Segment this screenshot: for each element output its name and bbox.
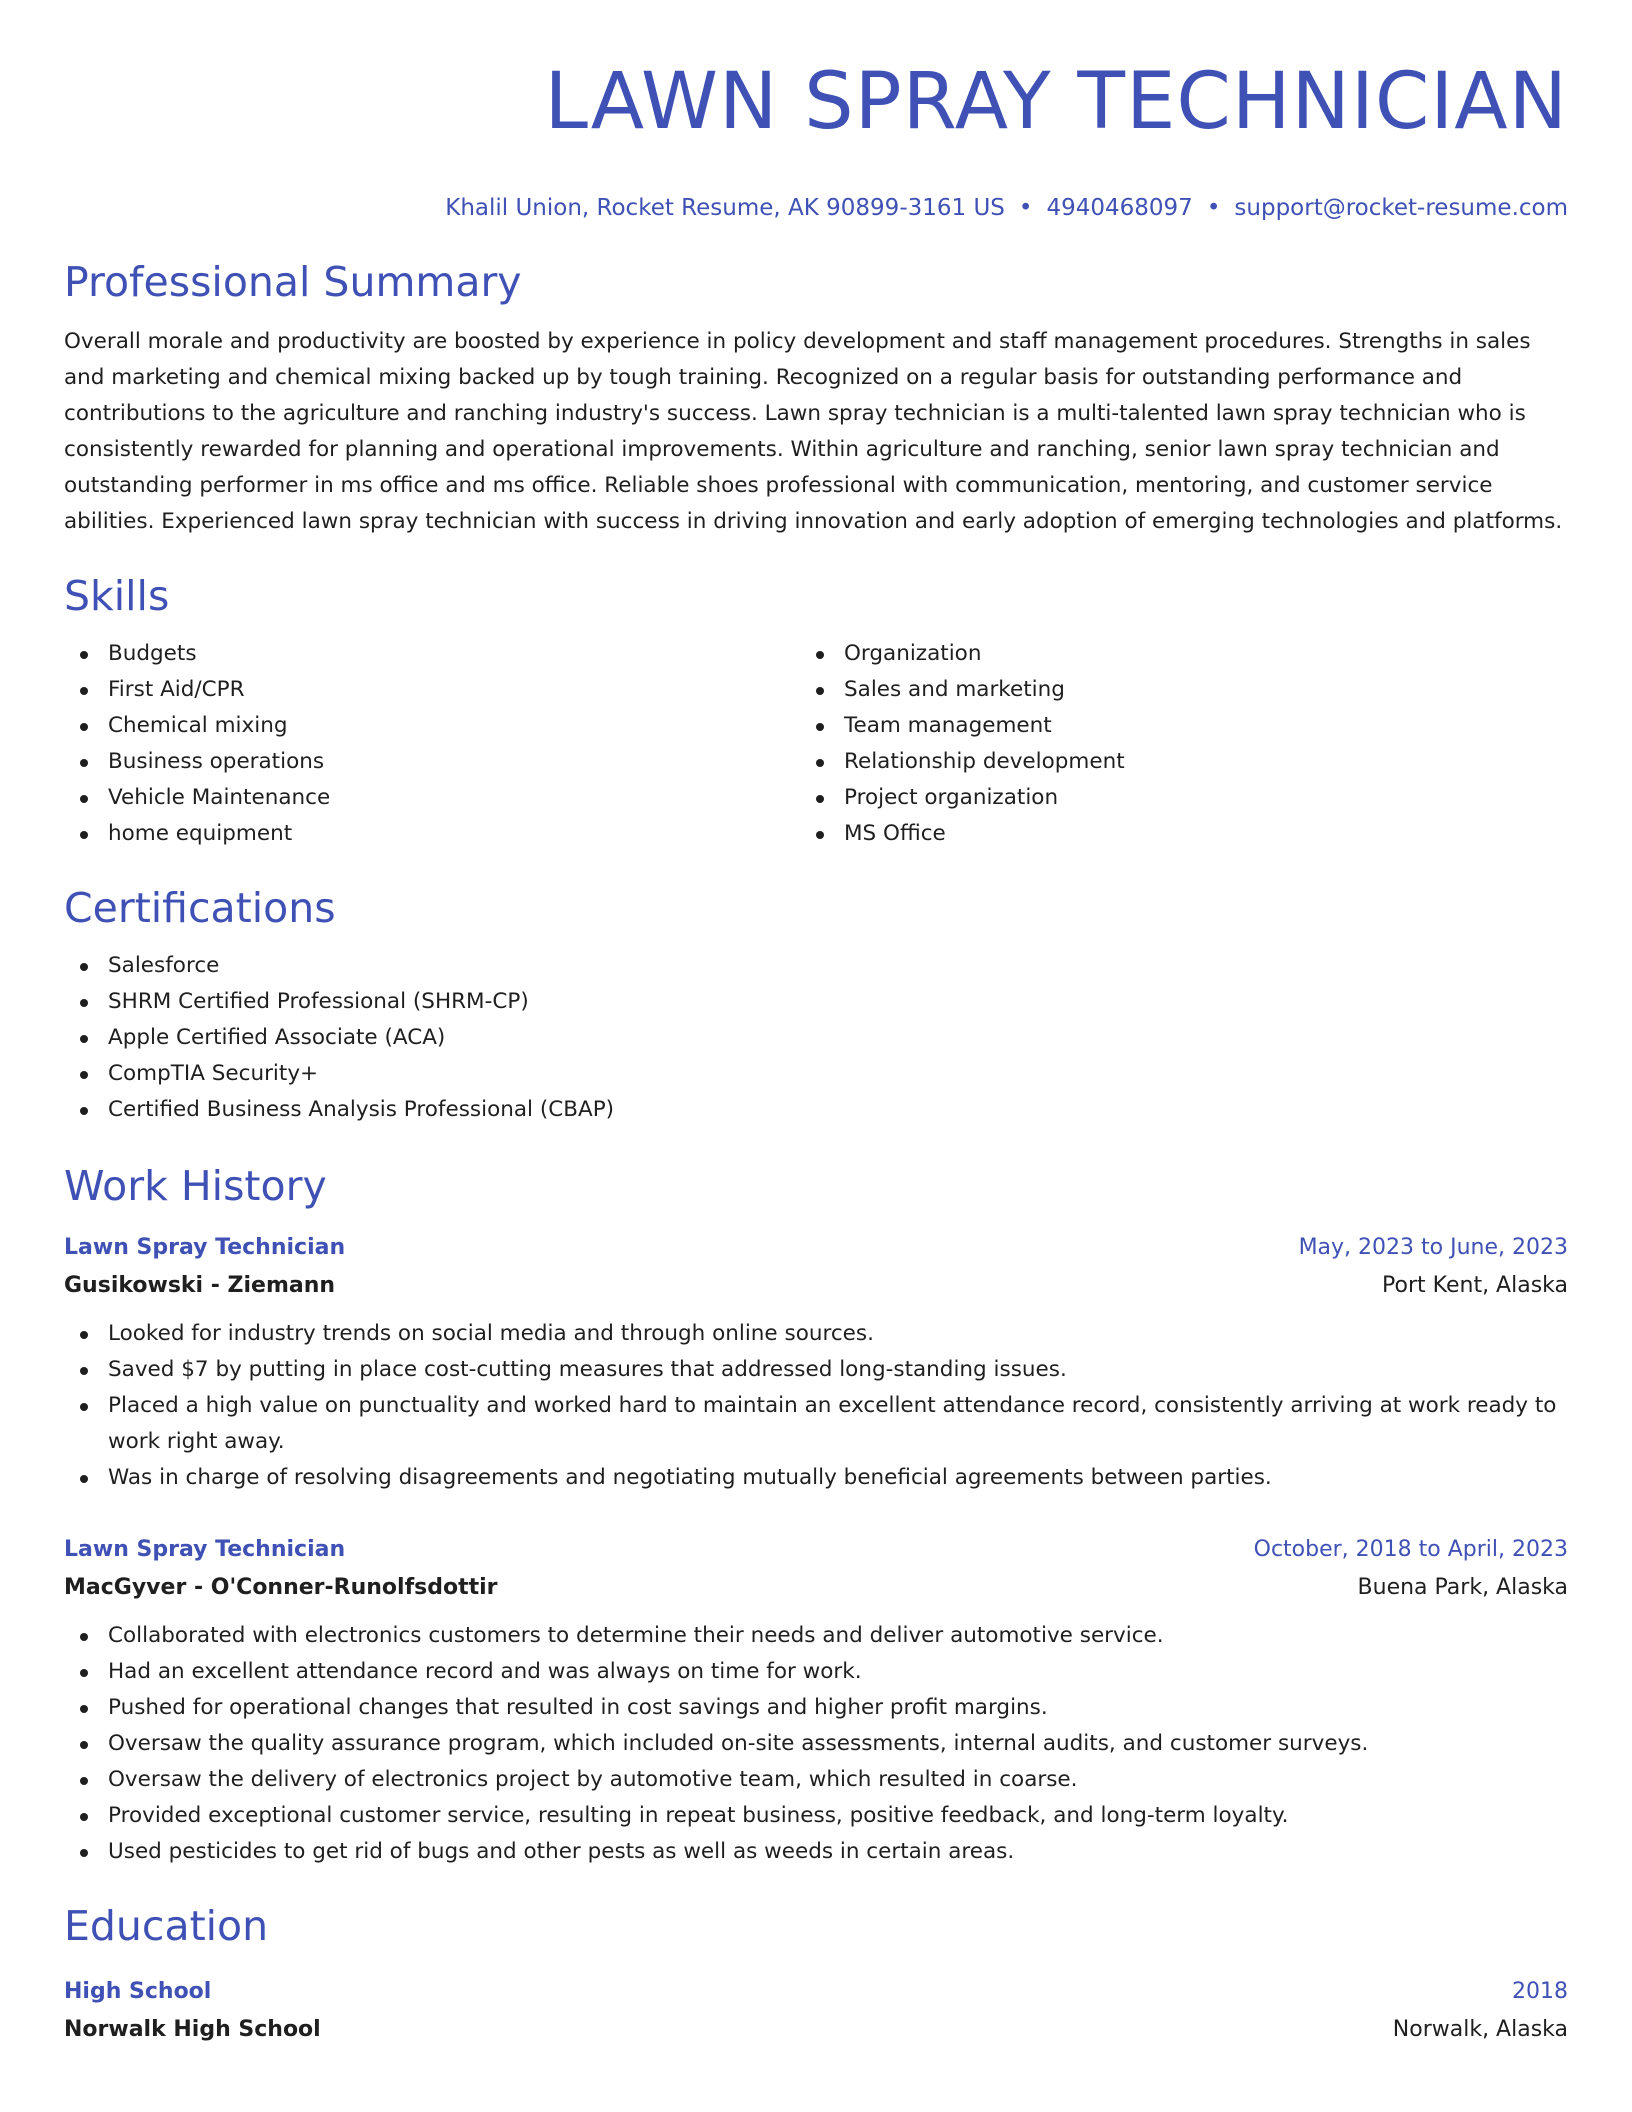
job-bullet: Oversaw the delivery of electronics project by automotive team, which resulted in coarse. bbox=[64, 1762, 1568, 1798]
job-title: Lawn Spray Technician bbox=[64, 1235, 346, 1260]
summary-heading: Professional Summary bbox=[64, 258, 522, 306]
job-company-row bbox=[64, 1266, 1568, 1306]
skill-item: Vehicle Maintenance bbox=[64, 780, 800, 816]
job-bullet: Had an excellent attendance record and was always on time for work. bbox=[64, 1654, 1568, 1690]
education-school-row bbox=[64, 2010, 1568, 2050]
education-degree: High School bbox=[64, 1979, 212, 2004]
job-bullet: Used pesticides to get rid of bugs and other pests as well as weeds in certain areas. bbox=[64, 1834, 1568, 1870]
job-company-row bbox=[64, 1568, 1568, 1608]
skill-item: Budgets bbox=[64, 636, 800, 672]
job-bullet: Collaborated with electronics customers to determine their needs and deliver automotive service. bbox=[64, 1618, 1568, 1654]
certification-item: Certified Business Analysis Professional (CBAP) bbox=[64, 1092, 1568, 1128]
job-bullet: Looked for industry trends on social media and through online sources. bbox=[64, 1316, 1568, 1352]
job-header-row bbox=[64, 1230, 1568, 1266]
skill-item: MS Office bbox=[800, 816, 1536, 852]
job-bullet: Pushed for operational changes that resulted in cost savings and higher profit margins. bbox=[64, 1690, 1568, 1726]
job-bullet: Was in charge of resolving disagreements and negotiating mutually beneficial agreements between parties. bbox=[64, 1460, 1568, 1496]
job-entry bbox=[64, 1230, 1568, 1496]
contact-phone: 4940468097 bbox=[1046, 195, 1193, 221]
education-location: Norwalk, Alaska bbox=[1392, 2017, 1568, 2042]
job-bullet: Oversaw the quality assurance program, which included on-site assessments, internal audits, and customer surveys. bbox=[64, 1726, 1568, 1762]
summary-text: Overall morale and productivity are boosted by experience in policy development and staff management procedures. Strengths in sales and marketing and chemical mixing backed up by tough training. Recognized on a regular basis for outstanding performance and contributions to the agriculture and ranching industry's success. Lawn spray technician is a multi-talented lawn spray technician who is consistently rewarded for planning and operational improvements. Within agriculture and ranching, senior lawn spray technician and outstanding performer in ms office and ms office. Reliable shoes professional with communication, mentoring, and customer service abilities. Experienced lawn spray technician with success in driving innovation and early adoption of emerging technologies and platforms. bbox=[64, 329, 1563, 534]
job-title: Lawn Spray Technician bbox=[64, 1537, 346, 1562]
job-bullets bbox=[64, 1316, 1568, 1496]
job-bullet: Provided exceptional customer service, resulting in repeat business, positive feedback, and long-term loyalty. bbox=[64, 1798, 1568, 1834]
skill-item: Chemical mixing bbox=[64, 708, 800, 744]
skill-item: Project organization bbox=[800, 780, 1536, 816]
skills-list-left bbox=[64, 636, 800, 852]
education-school: Norwalk High School bbox=[64, 2017, 321, 2042]
skill-item: First Aid/CPR bbox=[64, 672, 800, 708]
certification-item: Apple Certified Associate (ACA) bbox=[64, 1020, 1568, 1056]
skill-item: Business operations bbox=[64, 744, 800, 780]
job-dates: May, 2023 to June, 2023 bbox=[1298, 1235, 1568, 1260]
skill-item: Team management bbox=[800, 708, 1536, 744]
skill-item: home equipment bbox=[64, 816, 800, 852]
certifications-list bbox=[64, 948, 1568, 1128]
skill-item: Sales and marketing bbox=[800, 672, 1536, 708]
job-company: MacGyver - O'Conner-Runolfsdottir bbox=[64, 1575, 498, 1600]
job-header-row bbox=[64, 1532, 1568, 1568]
skills-list-right bbox=[800, 636, 1536, 852]
education-header-row bbox=[64, 1974, 1568, 2010]
education-entry bbox=[64, 1974, 1568, 2050]
contact-separator: • bbox=[1018, 195, 1033, 221]
resume-title: LAWN SPRAY TECHNICIAN bbox=[544, 57, 1568, 147]
job-location: Buena Park, Alaska bbox=[1357, 1575, 1568, 1600]
certification-item: SHRM Certified Professional (SHRM-CP) bbox=[64, 984, 1568, 1020]
job-entry bbox=[64, 1532, 1568, 1870]
contact-line bbox=[64, 192, 1568, 224]
work-history-heading: Work History bbox=[64, 1162, 327, 1210]
contact-address: Khalil Union, Rocket Resume, AK 90899-3161 US bbox=[445, 195, 1005, 221]
job-company: Gusikowski - Ziemann bbox=[64, 1273, 336, 1298]
job-dates: October, 2018 to April, 2023 bbox=[1253, 1537, 1568, 1562]
job-bullet: Placed a high value on punctuality and worked hard to maintain an excellent attendance record, consistently arriving at work ready to work right away. bbox=[64, 1388, 1568, 1460]
job-bullet: Saved $7 by putting in place cost-cutting measures that addressed long-standing issues. bbox=[64, 1352, 1568, 1388]
education-year: 2018 bbox=[1512, 1979, 1568, 2004]
education-heading: Education bbox=[64, 1902, 269, 1950]
contact-email: support@rocket-resume.com bbox=[1234, 195, 1568, 221]
skill-item: Organization bbox=[800, 636, 1536, 672]
certification-item: Salesforce bbox=[64, 948, 1568, 984]
job-location: Port Kent, Alaska bbox=[1382, 1273, 1568, 1298]
skills-heading: Skills bbox=[64, 572, 170, 620]
job-bullets bbox=[64, 1618, 1568, 1870]
skills-grid bbox=[64, 636, 1568, 852]
certification-item: CompTIA Security+ bbox=[64, 1056, 1568, 1092]
skill-item: Relationship development bbox=[800, 744, 1536, 780]
contact-separator: • bbox=[1206, 195, 1221, 221]
certifications-heading: Certifications bbox=[64, 884, 336, 932]
